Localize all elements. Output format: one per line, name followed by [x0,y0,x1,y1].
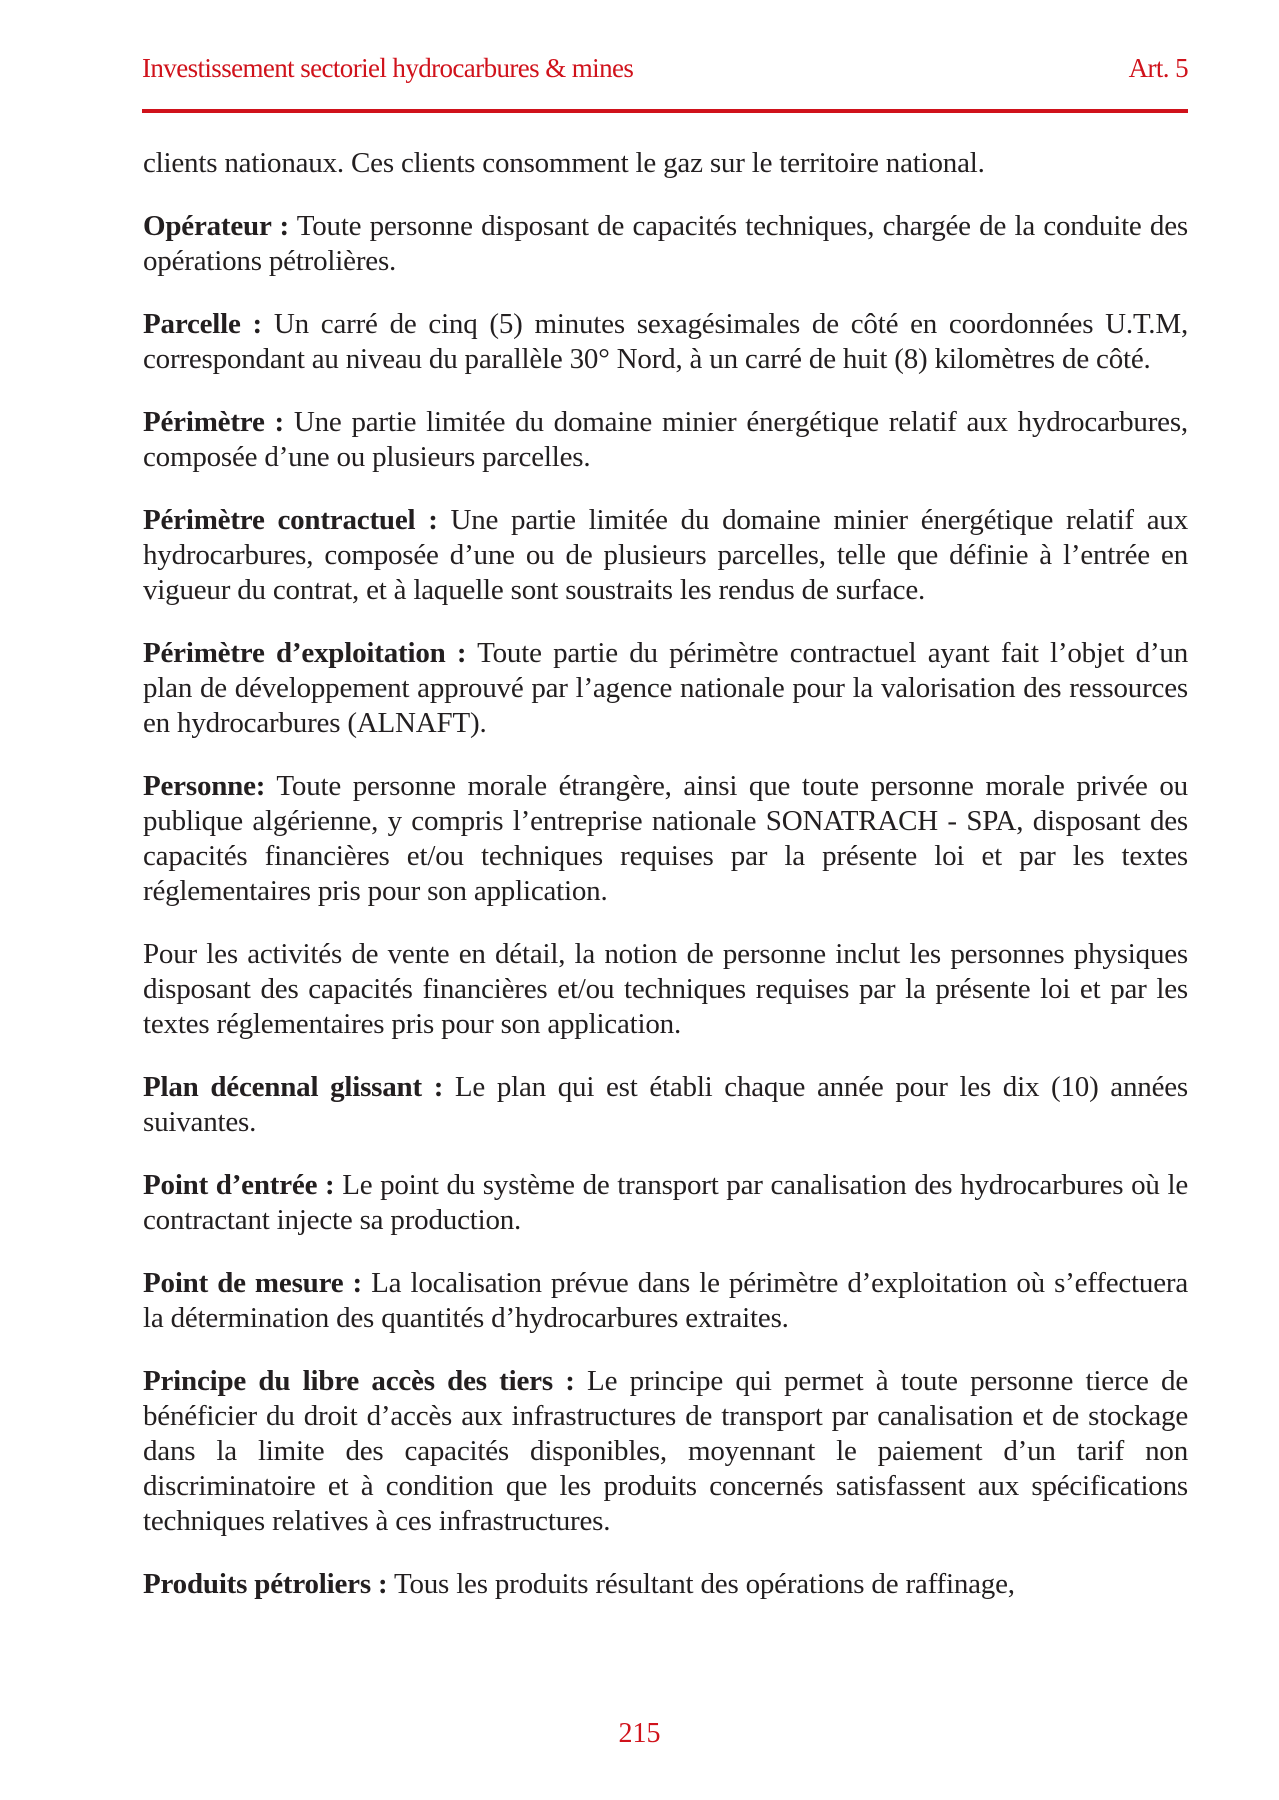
paragraph [143,769,1188,909]
definition: Toute partie du périmètre contractuel ayant fait l’objet d’un plan de développement approuvé par l’agence nationale pour la valorisation des ressources en hydrocarbures (ALNAFT). [143,637,1188,739]
definition: Pour les activités de vente en détail, la notion de personne inclut les personnes physiques disposant des capacités financières et/ou techniques requises par la présente loi et par les textes réglementaires pris pour son application. [143,938,1188,1040]
header-title: Investissement sectoriel hydrocarbures & mines [142,52,634,83]
running-header [142,50,1188,86]
definition: Une partie limitée du domaine minier énergétique relatif aux hydrocarbures, composée d’une ou plusieurs parcelles. [143,406,1188,473]
term: Point d’entrée : [143,1169,335,1201]
header-divider [142,109,1188,113]
paragraph [143,636,1188,741]
definition: Le plan qui est établi chaque année pour les dix (10) années suivantes. [143,1071,1188,1138]
paragraph [143,1168,1188,1238]
paragraph [143,937,1188,1042]
paragraph [143,405,1188,475]
paragraph [143,1266,1188,1336]
paragraph [143,307,1188,377]
term: Produits pétroliers : [143,1568,388,1600]
paragraph [143,1364,1188,1539]
definition: La localisation prévue dans le périmètre d’exploitation où s’effectuera la détermination des quantités d’hydrocarbures extraites. [143,1267,1188,1334]
paragraph [143,146,1188,181]
definition: Un carré de cinq (5) minutes sexagésimales de côté en coordonnées U.T.M, correspondant au niveau du parallèle 30° Nord, à un carré de huit (8) kilomètres de côté. [143,308,1188,375]
paragraph [143,1567,1188,1602]
header-article: Art. 5 [1128,52,1188,83]
term: Opérateur : [143,210,289,242]
term: Principe du libre accès des tiers : [143,1365,575,1397]
page-number: 215 [618,1718,661,1749]
term: Parcelle : [143,308,263,340]
document-body [143,146,1188,1630]
definition: Toute personne disposant de capacités techniques, chargée de la conduite des opérations pétrolières. [143,210,1188,277]
definition: clients nationaux. Ces clients consomment le gaz sur le territoire national. [143,147,985,179]
paragraph [143,503,1188,608]
paragraph [143,1070,1188,1140]
term: Périmètre d’exploitation : [143,637,467,669]
definition: Une partie limitée du domaine minier énergétique relatif aux hydrocarbures, composée d’une ou de plusieurs parcelles, telle que définie à l’entrée en vigueur du contrat, et à laquelle sont soustraits les rendus de surface. [143,504,1188,606]
paragraph [143,209,1188,279]
definition: Le point du système de transport par canalisation des hydrocarbures où le contractant injecte sa production. [143,1169,1188,1236]
term: Point de mesure : [143,1267,362,1299]
definition: Tous les produits résultant des opérations de raffinage, [387,1568,1015,1600]
term: Périmètre contractuel : [143,504,438,536]
definition: Toute personne morale étrangère, ainsi que toute personne morale privée ou publique algérienne, y compris l’entreprise nationale SONATRACH - SPA, disposant des capacités financières et/ou techniques requises par la présente loi et par les textes réglementaires pris pour son application. [143,770,1188,907]
term: Personne: [143,770,266,802]
term: Périmètre : [143,406,284,438]
definition: Le principe qui permet à toute personne tierce de bénéficier du droit d’accès aux infrastructures de transport par canalisation et de stockage dans la limite des capacités disponibles, moyennant le paiement d’un tarif non discriminatoire et à condition que les produits concernés satisfassent aux spécifications techniques relatives à ces infrastructures. [143,1365,1188,1537]
term: Plan décennal glissant : [143,1071,444,1103]
